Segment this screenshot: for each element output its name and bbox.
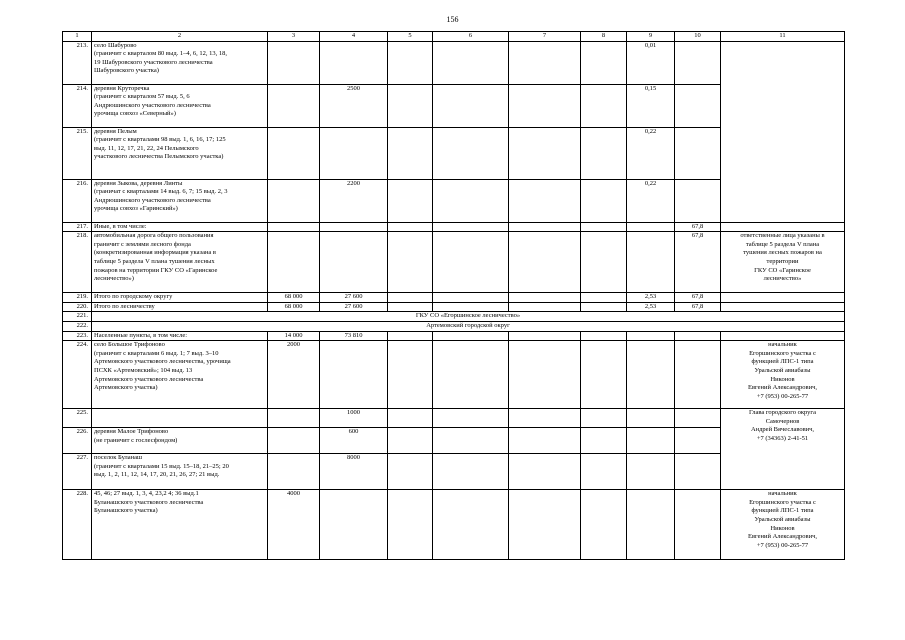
contact-cell [721,222,845,232]
value-cell [675,179,721,222]
empty-cell [388,293,433,303]
empty-cell [627,341,675,409]
empty-cell [388,179,433,222]
empty-cell [388,341,433,409]
value-cell: 600 [320,428,388,454]
empty-cell [388,428,433,454]
contact-cell [721,302,845,312]
row-number: 224. [63,341,92,409]
locality-cell [92,409,268,428]
value-cell [268,41,320,84]
empty-cell [581,302,627,312]
empty-cell [509,232,581,293]
value-cell [627,222,675,232]
empty-cell [433,232,509,293]
column-number: 11 [721,32,845,42]
value-cell: 27 600 [320,302,388,312]
empty-cell [388,302,433,312]
locality-cell: Итого по лесничеству [92,302,268,312]
empty-cell [627,490,675,560]
empty-cell [675,428,721,454]
empty-cell [433,222,509,232]
row-number: 219. [63,293,92,303]
contact-cell: начальник Егоршинского участка с функцией ЛПС-1 типа Уральской авиабазы Никонов Евгений Александрович, +7 (953) 00-265-77 [721,341,845,409]
table-row [63,341,845,409]
value-cell: 27 600 [320,293,388,303]
empty-cell [433,341,509,409]
empty-cell [675,490,721,560]
table-row [63,409,845,428]
value-cell [675,41,721,84]
empty-cell [581,179,627,222]
empty-cell [433,179,509,222]
value-cell: 14 000 [268,331,320,341]
table-row [63,490,845,560]
empty-cell [675,331,721,341]
empty-cell [509,331,581,341]
locality-cell: село Большое Трифоново (граничит с кварталами 6 выд. 1; 7 выд. 3–10 Артемовского участкового лесничества, урочища ПСХК «Артемовский»; 104 выд. 13 Артемовского участкового лесничества Артемовского участка) [92,341,268,409]
value-cell: 2000 [268,341,320,409]
forestry-heading: ГКУ СО «Егоршинское лесничество» [92,312,845,322]
empty-cell [433,454,509,490]
value-cell [320,222,388,232]
value-cell [268,428,320,454]
empty-cell [509,84,581,127]
column-number-row [63,32,845,42]
empty-cell [627,454,675,490]
table-row [63,331,845,341]
contact-cell [721,41,845,222]
value-cell [320,341,388,409]
value-cell: 0,22 [627,127,675,179]
value-cell [675,127,721,179]
value-cell [320,41,388,84]
empty-cell [388,127,433,179]
empty-cell [388,222,433,232]
column-number: 9 [627,32,675,42]
row-number: 228. [63,490,92,560]
row-number: 214. [63,84,92,127]
empty-cell [581,428,627,454]
empty-cell [388,84,433,127]
empty-cell [721,331,845,341]
row-number: 225. [63,409,92,428]
value-cell: 67,8 [675,222,721,232]
column-number: 8 [581,32,627,42]
empty-cell [581,222,627,232]
value-cell: 73 810 [320,331,388,341]
row-number: 213. [63,41,92,84]
row-number: 217. [63,222,92,232]
empty-cell [675,409,721,428]
empty-cell [581,409,627,428]
row-number: 222. [63,321,92,331]
fire-plan-table [62,31,845,560]
row-number: 218. [63,232,92,293]
empty-cell [627,428,675,454]
locality-cell: 45, 46; 27 выд. 1, 3, 4, 23,2 4; 36 выд.1 Буланашского участкового лесничества Буланашского участка) [92,490,268,560]
value-cell [320,127,388,179]
empty-cell [675,454,721,490]
empty-cell [627,331,675,341]
value-cell [268,409,320,428]
locality-cell: деревня Пелым (граничит с кварталами 98 выд. 1, 6, 16, 17; 125 выд. 11, 12, 17, 21, 22, 24 Пелымского участкового лесничества Пелымского участка) [92,127,268,179]
empty-cell [627,409,675,428]
section-row [63,321,845,331]
empty-cell [675,341,721,409]
empty-cell [388,41,433,84]
column-number: 10 [675,32,721,42]
empty-cell [433,293,509,303]
locality-cell: деревня Малое Трифоново (не граничит с гослесфондом) [92,428,268,454]
value-cell: 0,15 [627,84,675,127]
empty-cell [509,293,581,303]
locality-cell: Иные, в том числе: [92,222,268,232]
value-cell [268,127,320,179]
empty-cell [388,490,433,560]
empty-cell [509,41,581,84]
column-number: 7 [509,32,581,42]
column-number: 6 [433,32,509,42]
empty-cell [433,331,509,341]
empty-cell [433,84,509,127]
row-number: 223. [63,331,92,341]
value-cell [268,222,320,232]
value-cell [268,179,320,222]
column-number: 4 [320,32,388,42]
value-cell [675,84,721,127]
empty-cell [433,490,509,560]
value-cell: 68 000 [268,293,320,303]
column-number: 1 [63,32,92,42]
value-cell: 68 000 [268,302,320,312]
locality-cell: село Шабурово (граничит с кварталом 80 выд. 1–4, 6, 12, 13, 18, 19 Шабуровского участкового лесничества Шабуровского участка) [92,41,268,84]
row-number: 216. [63,179,92,222]
value-cell: 0,22 [627,179,675,222]
empty-cell [509,428,581,454]
district-heading: Артемовский городской округ [92,321,845,331]
empty-cell [388,331,433,341]
row-number: 215. [63,127,92,179]
locality-cell: автомобильная дорога общего пользования граничит с землями лесного фонда (конкретизированная информация указана в таблице 5 раздела V плана тушения лесных пожаров на территории ГКУ СО «Гаринское лесничество») [92,232,268,293]
empty-cell [581,490,627,560]
empty-cell [509,341,581,409]
table-row [63,41,845,84]
value-cell: 2200 [320,179,388,222]
value-cell: 2,53 [627,302,675,312]
page-number: 156 [446,15,459,24]
table-row [63,302,845,312]
empty-cell [581,84,627,127]
empty-cell [509,179,581,222]
value-cell: 67,8 [675,293,721,303]
value-cell: 0,01 [627,41,675,84]
empty-cell [509,454,581,490]
table-row [63,222,845,232]
section-row [63,312,845,322]
column-number: 3 [268,32,320,42]
empty-cell [581,454,627,490]
empty-cell [509,127,581,179]
empty-cell [509,409,581,428]
value-cell [627,232,675,293]
value-cell [320,490,388,560]
empty-cell [433,302,509,312]
empty-cell [388,232,433,293]
value-cell: 4000 [268,490,320,560]
value-cell: 2500 [320,84,388,127]
empty-cell [581,232,627,293]
row-number: 221. [63,312,92,322]
value-cell: 1000 [320,409,388,428]
locality-cell: деревня Круторечка (граничит с кварталом 57 выд. 5, 6 Андрюшинского участкового лесничества урочища совхоз «Северный») [92,84,268,127]
locality-cell: поселок Буланаш (граничит с кварталами 15 выд. 15–18, 21–25; 20 выд. 1, 2, 11, 12, 14, 17, 20, 21, 26, 27; 21 выд. [92,454,268,490]
value-cell: 2,53 [627,293,675,303]
value-cell: 8000 [320,454,388,490]
empty-cell [581,41,627,84]
column-number: 2 [92,32,268,42]
empty-cell [509,222,581,232]
value-cell: 67,8 [675,232,721,293]
contact-cell: начальник Егоршинского участка с функцией ЛПС-1 типа Уральской авиабазы Никонов Евгений Александрович, +7 (953) 00-265-77 [721,490,845,560]
empty-cell [581,331,627,341]
locality-cell: деревня Зыкова, деревня Линты (граничат с кварталами 14 выд. 6, 7; 15 выд. 2, 3 Андрюшинского участкового лесничества урочища совхоз «Гаринский») [92,179,268,222]
contact-cell: Глава городского округа Самочернов Андрей Вячеславович, +7 (34363) 2-41-51 [721,409,845,490]
contact-cell: ответственные лица указаны в таблице 5 раздела V плана тушения лесных пожаров на территории ГКУ СО «Гаринское лесничество» [721,232,845,293]
empty-cell [509,302,581,312]
empty-cell [581,127,627,179]
row-number: 226. [63,428,92,454]
value-cell [268,84,320,127]
value-cell [268,232,320,293]
value-cell [320,232,388,293]
empty-cell [433,428,509,454]
table-row [63,232,845,293]
contact-cell [721,293,845,303]
empty-cell [433,409,509,428]
value-cell: 67,8 [675,302,721,312]
empty-cell [433,41,509,84]
empty-cell [581,341,627,409]
empty-cell [509,490,581,560]
empty-cell [388,409,433,428]
row-number: 220. [63,302,92,312]
empty-cell [388,454,433,490]
locality-cell: Итого по городскому округу [92,293,268,303]
locality-cell: Населенные пункты, в том числе: [92,331,268,341]
column-number: 5 [388,32,433,42]
row-number: 227. [63,454,92,490]
empty-cell [433,127,509,179]
empty-cell [581,293,627,303]
table-row [63,293,845,303]
value-cell [268,454,320,490]
